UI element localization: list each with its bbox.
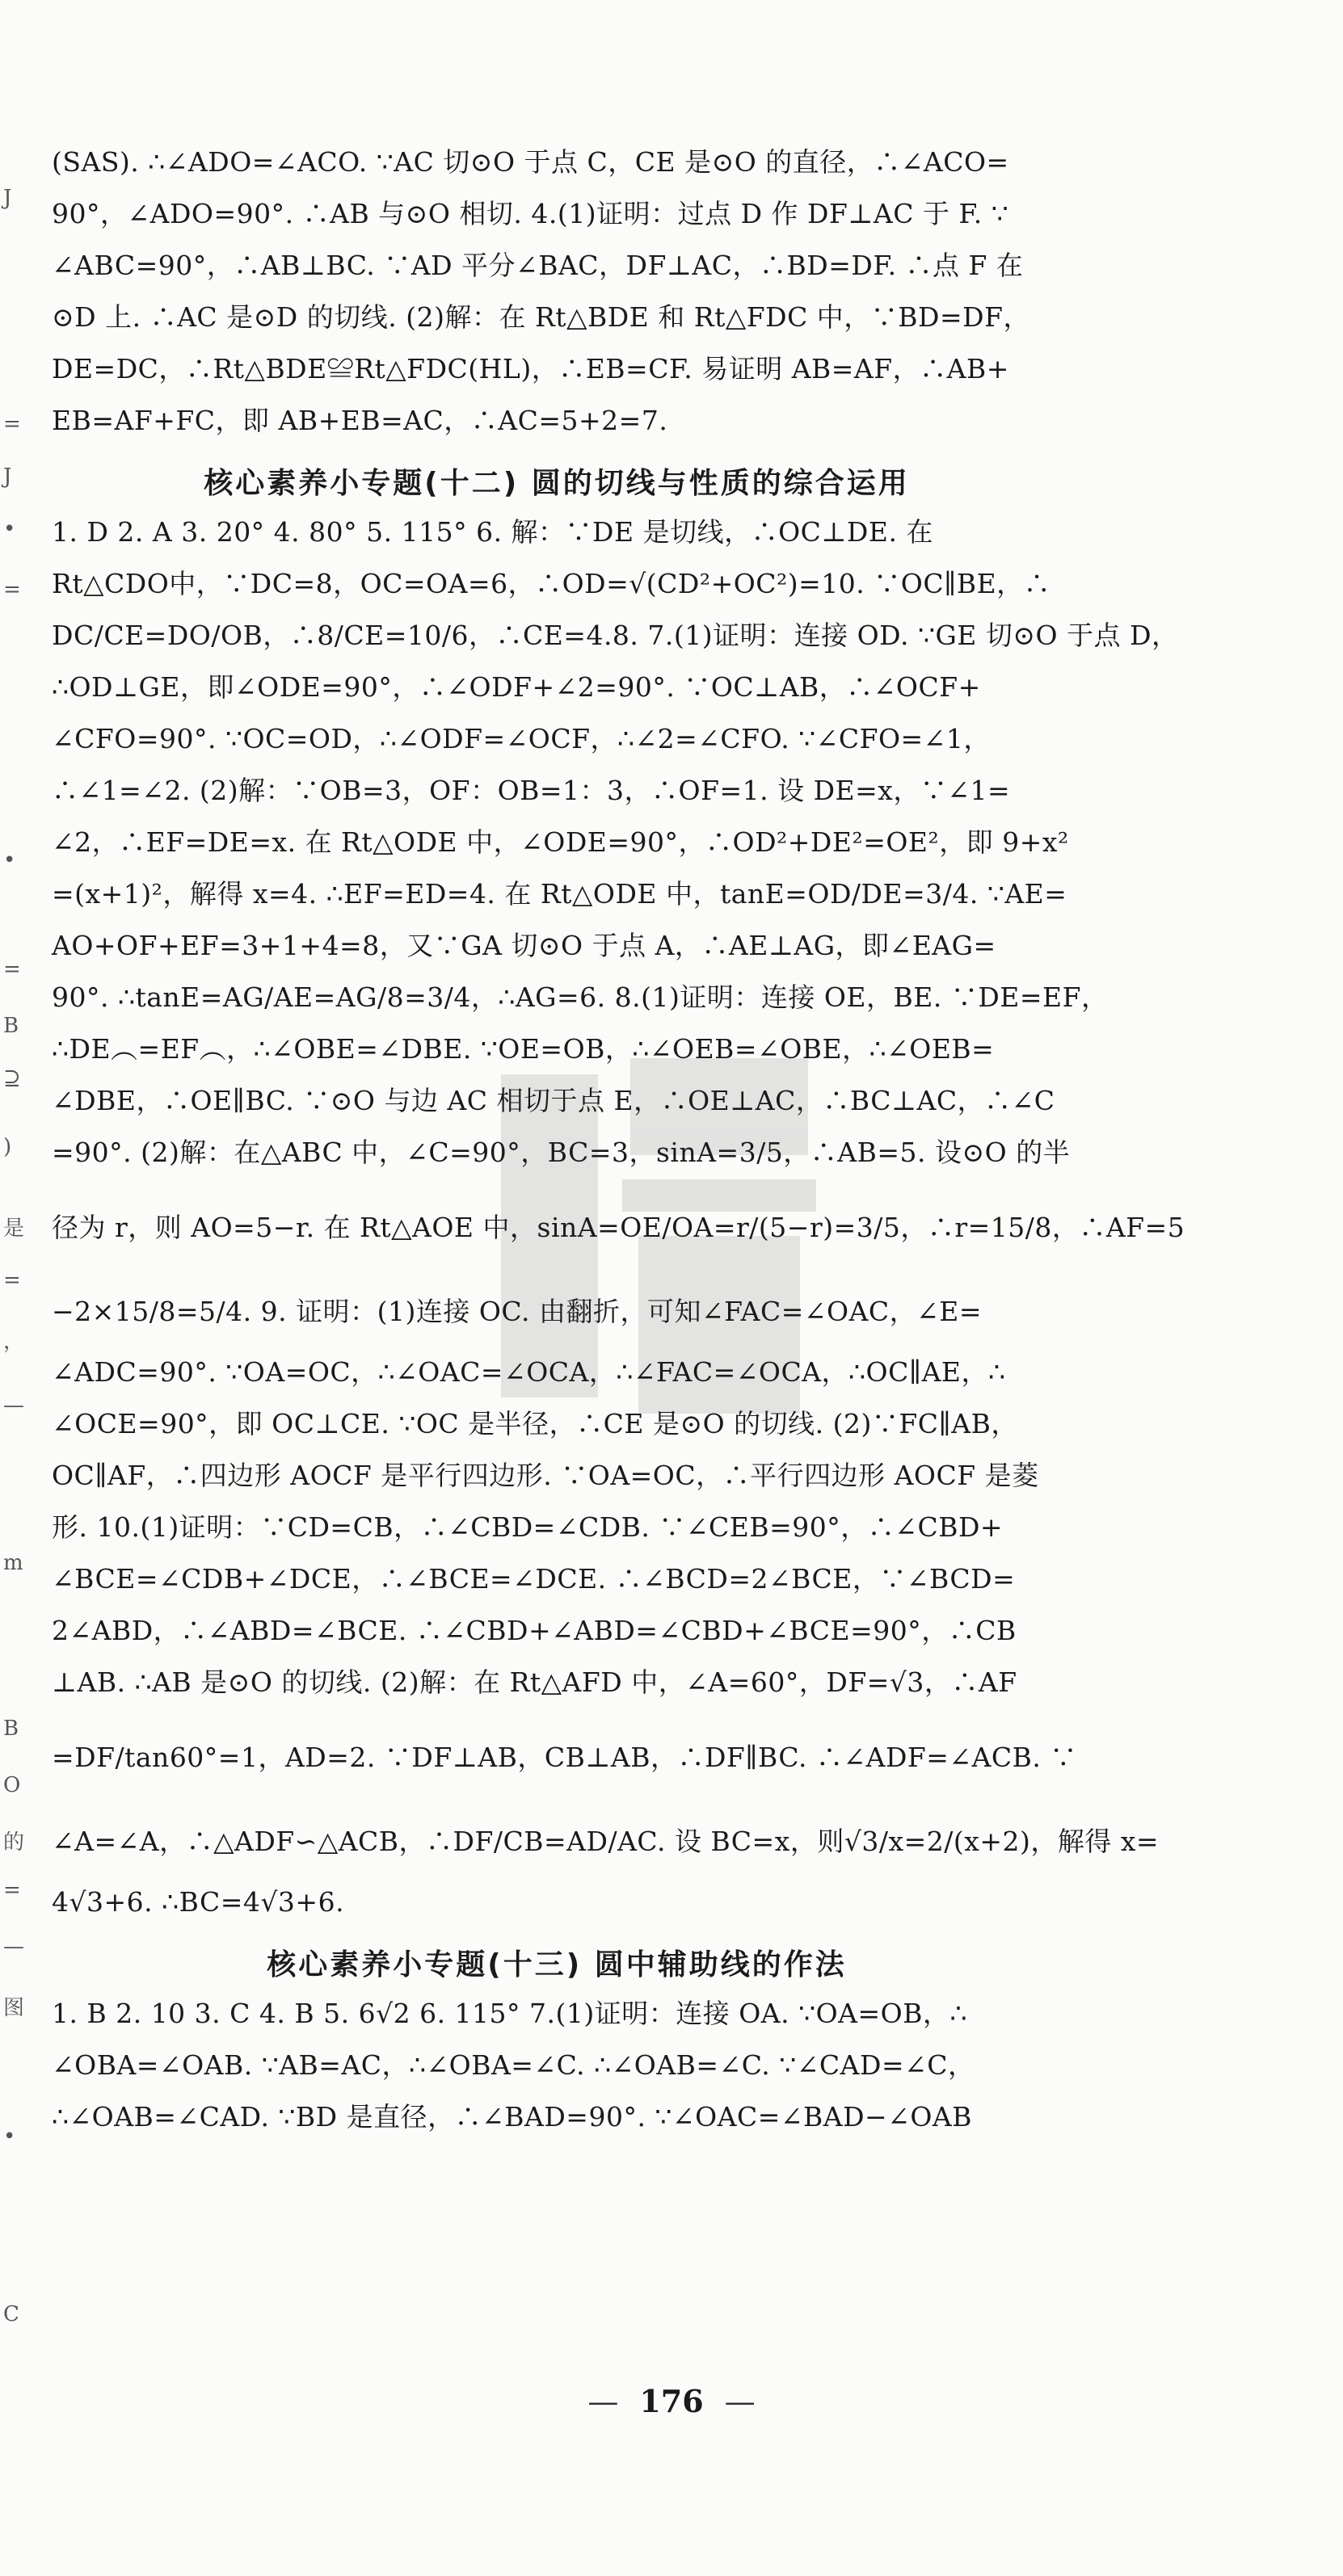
text-line: ∴∠1=∠2. (2)解：∵OB=3，OF：OB=1：3，∴OF=1. 设 DE=x，∵∠1= (52, 775, 1011, 806)
text-line: OC∥AF，∴四边形 AOCF 是平行四边形. ∵OA=OC，∴平行四边形 AOCF 是菱 (52, 1460, 1039, 1491)
section-title: 核心素养小专题(十二) 圆的切线与性质的综合运用 (204, 467, 910, 500)
text-line: 1. B 2. 10 3. C 4. B 5. 6√2 6. 115° 7.(1)证明：连接 OA. ∵OA=OB，∴ (52, 1998, 967, 2029)
margin-mark: J (3, 186, 12, 210)
text-line: =90°. (2)解：在△ABC 中，∠C=90°，BC=3，sinA=3/5，∴AB=5. 设⊙O 的半 (52, 1137, 1071, 1168)
page-number: — 176 — (587, 2383, 756, 2419)
text-line: ∴∠OAB=∠CAD. ∵BD 是直径，∴∠BAD=90°. ∵∠OAC=∠BAD−∠OAB (52, 2101, 972, 2133)
margin-mark: — (3, 1393, 24, 1418)
margin-mark: O (3, 1773, 21, 1797)
text-line: 4√3+6. ∴BC=4√3+6. (52, 1886, 345, 1918)
text-line: (SAS). ∴∠ADO=∠ACO. ∵AC 切⊙O 于点 C，CE 是⊙O 的直径，∴∠ACO= (52, 146, 1009, 178)
text-line: DC/CE=DO/OB，∴8/CE=10/6，∴CE=4.8. 7.(1)证明：连接 OD. ∵GE 切⊙O 于点 D， (52, 620, 1179, 651)
text-line: ∴OD⊥GE，即∠ODE=90°，∴∠ODF+∠2=90°. ∵OC⊥AB，∴∠OCF+ (52, 671, 981, 703)
margin-mark: ) (3, 1135, 12, 1159)
text-line: ∠OCE=90°，即 OC⊥CE. ∵OC 是半径，∴CE 是⊙O 的切线. (2)∵FC∥AB， (52, 1408, 1018, 1439)
margin-mark: 图 (3, 1996, 25, 2020)
text-line: 90°. ∴tanE=AG/AE=AG/8=3/4，∴AG=6. 8.(1)证明：连接 OE，BE. ∵DE=EF， (52, 981, 1109, 1013)
margin-mark: ⊇ (3, 1066, 21, 1090)
text-line: ∠OBA=∠OAB. ∵AB=AC，∴∠OBA=∠C. ∴∠OAB=∠C. ∵∠CAD=∠C， (52, 2049, 975, 2081)
margin-mark: • (3, 848, 16, 872)
margin-mark: = (3, 1878, 21, 1902)
margin-mark: = (3, 578, 21, 602)
answer-text-block (52, 144, 1185, 2150)
margin-mark: ， (3, 1330, 25, 1354)
margin-mark: m (3, 1551, 23, 1575)
margin-mark: • (3, 2124, 16, 2149)
text-line: 径为 r，则 AO=5−r. 在 Rt△AOE 中，sinA=OE/OA=r/(5−r)=3/5，∴r=15/8，∴AF=5 (52, 1212, 1185, 1243)
text-line: ∠A=∠A，∴△ADF∽△ACB，∴DF/CB=AD/AC. 设 BC=x，则√3/x=2/(x+2)，解得 x= (52, 1826, 1160, 1857)
margin-mark: C (3, 2302, 19, 2326)
margin-mark: B (3, 1717, 19, 1741)
text-line: ∠2，∴EF=DE=x. 在 Rt△ODE 中，∠ODE=90°，∴OD²+DE²=OE²，即 9+x² (52, 826, 1069, 858)
text-line: ∠BCE=∠CDB+∠DCE，∴∠BCE=∠DCE. ∴∠BCD=2∠BCE，∵∠BCD= (52, 1563, 1016, 1595)
text-line: =DF/tan60°=1，AD=2. ∵DF⊥AB，CB⊥AB，∴DF∥BC. ∴∠ADF=∠ACB. ∵ (52, 1742, 1077, 1773)
text-line: ∠DBE，∴OE∥BC. ∵⊙O 与边 AC 相切于点 E，∴OE⊥AC，∴BC⊥AC，∴∠C (52, 1085, 1055, 1116)
margin-mark: J (3, 464, 12, 489)
text-line: 形. 10.(1)证明：∵CD=CB，∴∠CBD=∠CDB. ∵∠CEB=90°，∴∠CBD+ (52, 1511, 1004, 1543)
margin-mark: = (3, 1268, 21, 1292)
margin-mark: 是 (3, 1217, 25, 1241)
margin-mark: 的 (3, 1830, 25, 1855)
text-line: 90°，∠ADO=90°. ∴AB 与⊙O 相切. 4.(1)证明：过点 D 作 DF⊥AC 于 F. ∵ (52, 198, 1009, 229)
text-line: =(x+1)²，解得 x=4. ∴EF=ED=4. 在 Rt△ODE 中，tanE=OD/DE=3/4. ∵AE= (52, 878, 1067, 910)
text-line: −2×15/8=5/4. 9. 证明：(1)连接 OC. 由翻折，可知∠FAC=∠OAC，∠E= (52, 1296, 983, 1327)
margin-mark: = (3, 957, 21, 981)
page-number-value: 176 (639, 2383, 704, 2419)
text-line: DE=DC，∴Rt△BDE≌Rt△FDC(HL)，∴EB=CF. 易证明 AB=AF，∴AB+ (52, 353, 1009, 385)
text-line: AO+OF+EF=3+1+4=8，又∵GA 切⊙O 于点 A，∴AE⊥AG，即∠EAG= (52, 930, 996, 961)
text-line: ∠ADC=90°. ∵OA=OC，∴∠OAC=∠OCA，∴∠FAC=∠OCA，∴OC∥AE，∴ (52, 1356, 1006, 1388)
text-line: ⊙D 上. ∴AC 是⊙D 的切线. (2)解：在 Rt△BDE 和 Rt△FDC 中，∵BD=DF， (52, 301, 1031, 333)
margin-mark: = (3, 412, 21, 436)
text-line: Rt△CDO中，∵DC=8，OC=OA=6，∴OD=√(CD²+OC²)=10. ∵OC∥BE，∴ (52, 568, 1051, 599)
text-line: 1. D 2. A 3. 20° 4. 80° 5. 115° 6. 解：∵DE 是切线，∴OC⊥DE. 在 (52, 516, 933, 548)
left-margin-fragments (0, 0, 32, 2576)
text-line: 2∠ABD，∴∠ABD=∠BCE. ∴∠CBD+∠ABD=∠CBD+∠BCE=90°，∴CB (52, 1615, 1017, 1646)
text-line: EB=AF+FC，即 AB+EB=AC，∴AC=5+2=7. (52, 405, 668, 436)
section-title: 核心素养小专题(十三) 圆中辅助线的作法 (267, 1948, 847, 1981)
text-line: ∴DE︵=EF︵，∴∠OBE=∠DBE. ∵OE=OB，∴∠OEB=∠OBE，∴∠OEB= (52, 1033, 995, 1065)
text-line: ∠CFO=90°. ∵OC=OD，∴∠ODF=∠OCF，∴∠2=∠CFO. ∵∠CFO=∠1， (52, 723, 991, 754)
text-line: ∠ABC=90°，∴AB⊥BC. ∵AD 平分∠BAC，DF⊥AC，∴BD=DF. ∴点 F 在 (52, 250, 1024, 281)
margin-mark: B (3, 1014, 19, 1038)
margin-mark: — (3, 1935, 24, 1959)
margin-mark: • (3, 517, 16, 541)
text-line: ⊥AB. ∴AB 是⊙O 的切线. (2)解：在 Rt△AFD 中，∠A=60°，DF=√3，∴AF (52, 1666, 1017, 1698)
